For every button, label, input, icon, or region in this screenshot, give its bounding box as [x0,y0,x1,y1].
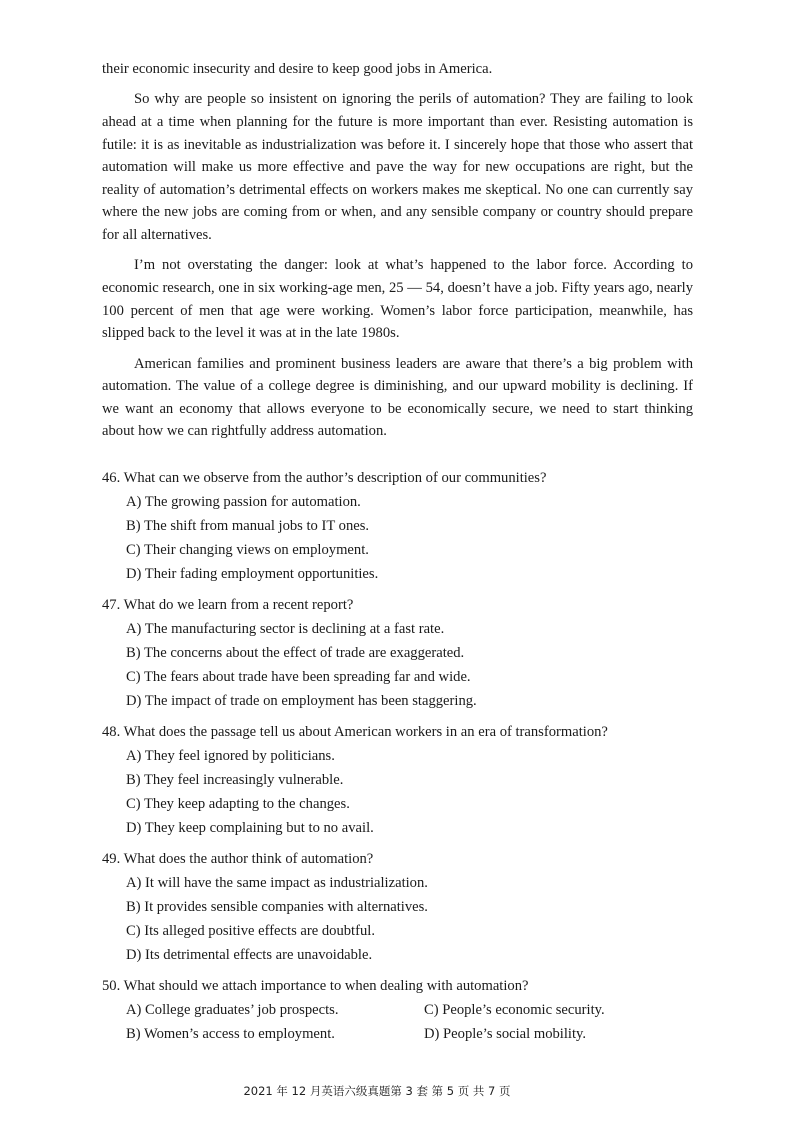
footer-text: 2021 年 12 月英语六级真题第 3 套 第 5 页 共 7 页 [243,1084,511,1098]
option-a: A) College graduates’ job prospects. [126,1002,339,1018]
option-c: C) Its alleged positive effects are doubtful. [126,923,375,939]
option-d: D) People’s social mobility. [424,1026,586,1042]
question-stem: 50. What should we attach importance to when dealing with automation? [102,978,529,994]
passage-paragraph: I’m not overstating the danger: look at what’s happened to the labor force. According to economic research, one in six working-age men, 25 — 54, doesn’t have a job. Fifty years ago, nearly 100 percent of men that age were working. Women’s labor force participation, meanwhile, has slipped back to the level it was at in the late 1980s. [102,257,693,342]
option-b: B) They feel increasingly vulnerable. [126,772,344,788]
question-stem: 47. What do we learn from a recent report? [102,597,354,613]
question-46 [102,466,702,586]
question-stem: 48. What does the passage tell us about American workers in an era of transformation? [102,724,608,740]
option-a: A) The manufacturing sector is declining at a fast rate. [126,621,445,637]
option-c: C) The fears about trade have been spreading far and wide. [126,669,471,685]
option-d: D) Their fading employment opportunities. [126,566,379,582]
reading-passage [102,58,693,451]
question-47 [102,593,702,713]
option-a: A) They feel ignored by politicians. [126,748,335,764]
option-b: B) The shift from manual jobs to IT ones. [126,518,370,534]
question-48 [102,720,702,840]
passage-paragraph: So why are people so insistent on ignoring the perils of automation? They are failing to look ahead at a time when planning for the future is more important than ever. Resisting automation is futile: it is as inevitable as industrialization was before it. I sincerely hope that those who assert that automation will make us more effective and pave the way for new occupations are right, but the reality of automation’s detrimental effects on workers makes me skeptical. No one can currently say where the new jobs are coming from or when, and any sensible company or country should prepare for all alternatives. [102,91,693,243]
question-49 [102,847,702,967]
option-d: D) Its detrimental effects are unavoidable. [126,947,373,963]
question-50 [102,974,702,1046]
option-c: C) They keep adapting to the changes. [126,796,350,812]
option-d: D) The impact of trade on employment has been staggering. [126,693,477,709]
option-b: B) The concerns about the effect of trade are exaggerated. [126,645,465,661]
option-a: A) The growing passion for automation. [126,494,361,510]
passage-paragraph: their economic insecurity and desire to keep good jobs in America. [102,61,493,77]
option-c: C) People’s economic security. [424,1002,605,1018]
question-list [102,466,702,1053]
option-c: C) Their changing views on employment. [126,542,369,558]
page-footer [0,1083,794,1099]
option-b: B) Women’s access to employment. [126,1026,335,1042]
option-a: A) It will have the same impact as industrialization. [126,875,428,891]
option-b: B) It provides sensible companies with alternatives. [126,899,428,915]
passage-paragraph: American families and prominent business leaders are aware that there’s a big problem with automation. The value of a college degree is diminishing, and our upward mobility is declining. If we want an economy that allows everyone to be economically secure, we need to start thinking about how we can rightfully address automation. [102,355,693,440]
question-stem: 49. What does the author think of automation? [102,851,374,867]
option-d: D) They keep complaining but to no avail. [126,820,374,836]
question-stem: 46. What can we observe from the author’s description of our communities? [102,470,547,486]
option-grid [102,998,702,1046]
